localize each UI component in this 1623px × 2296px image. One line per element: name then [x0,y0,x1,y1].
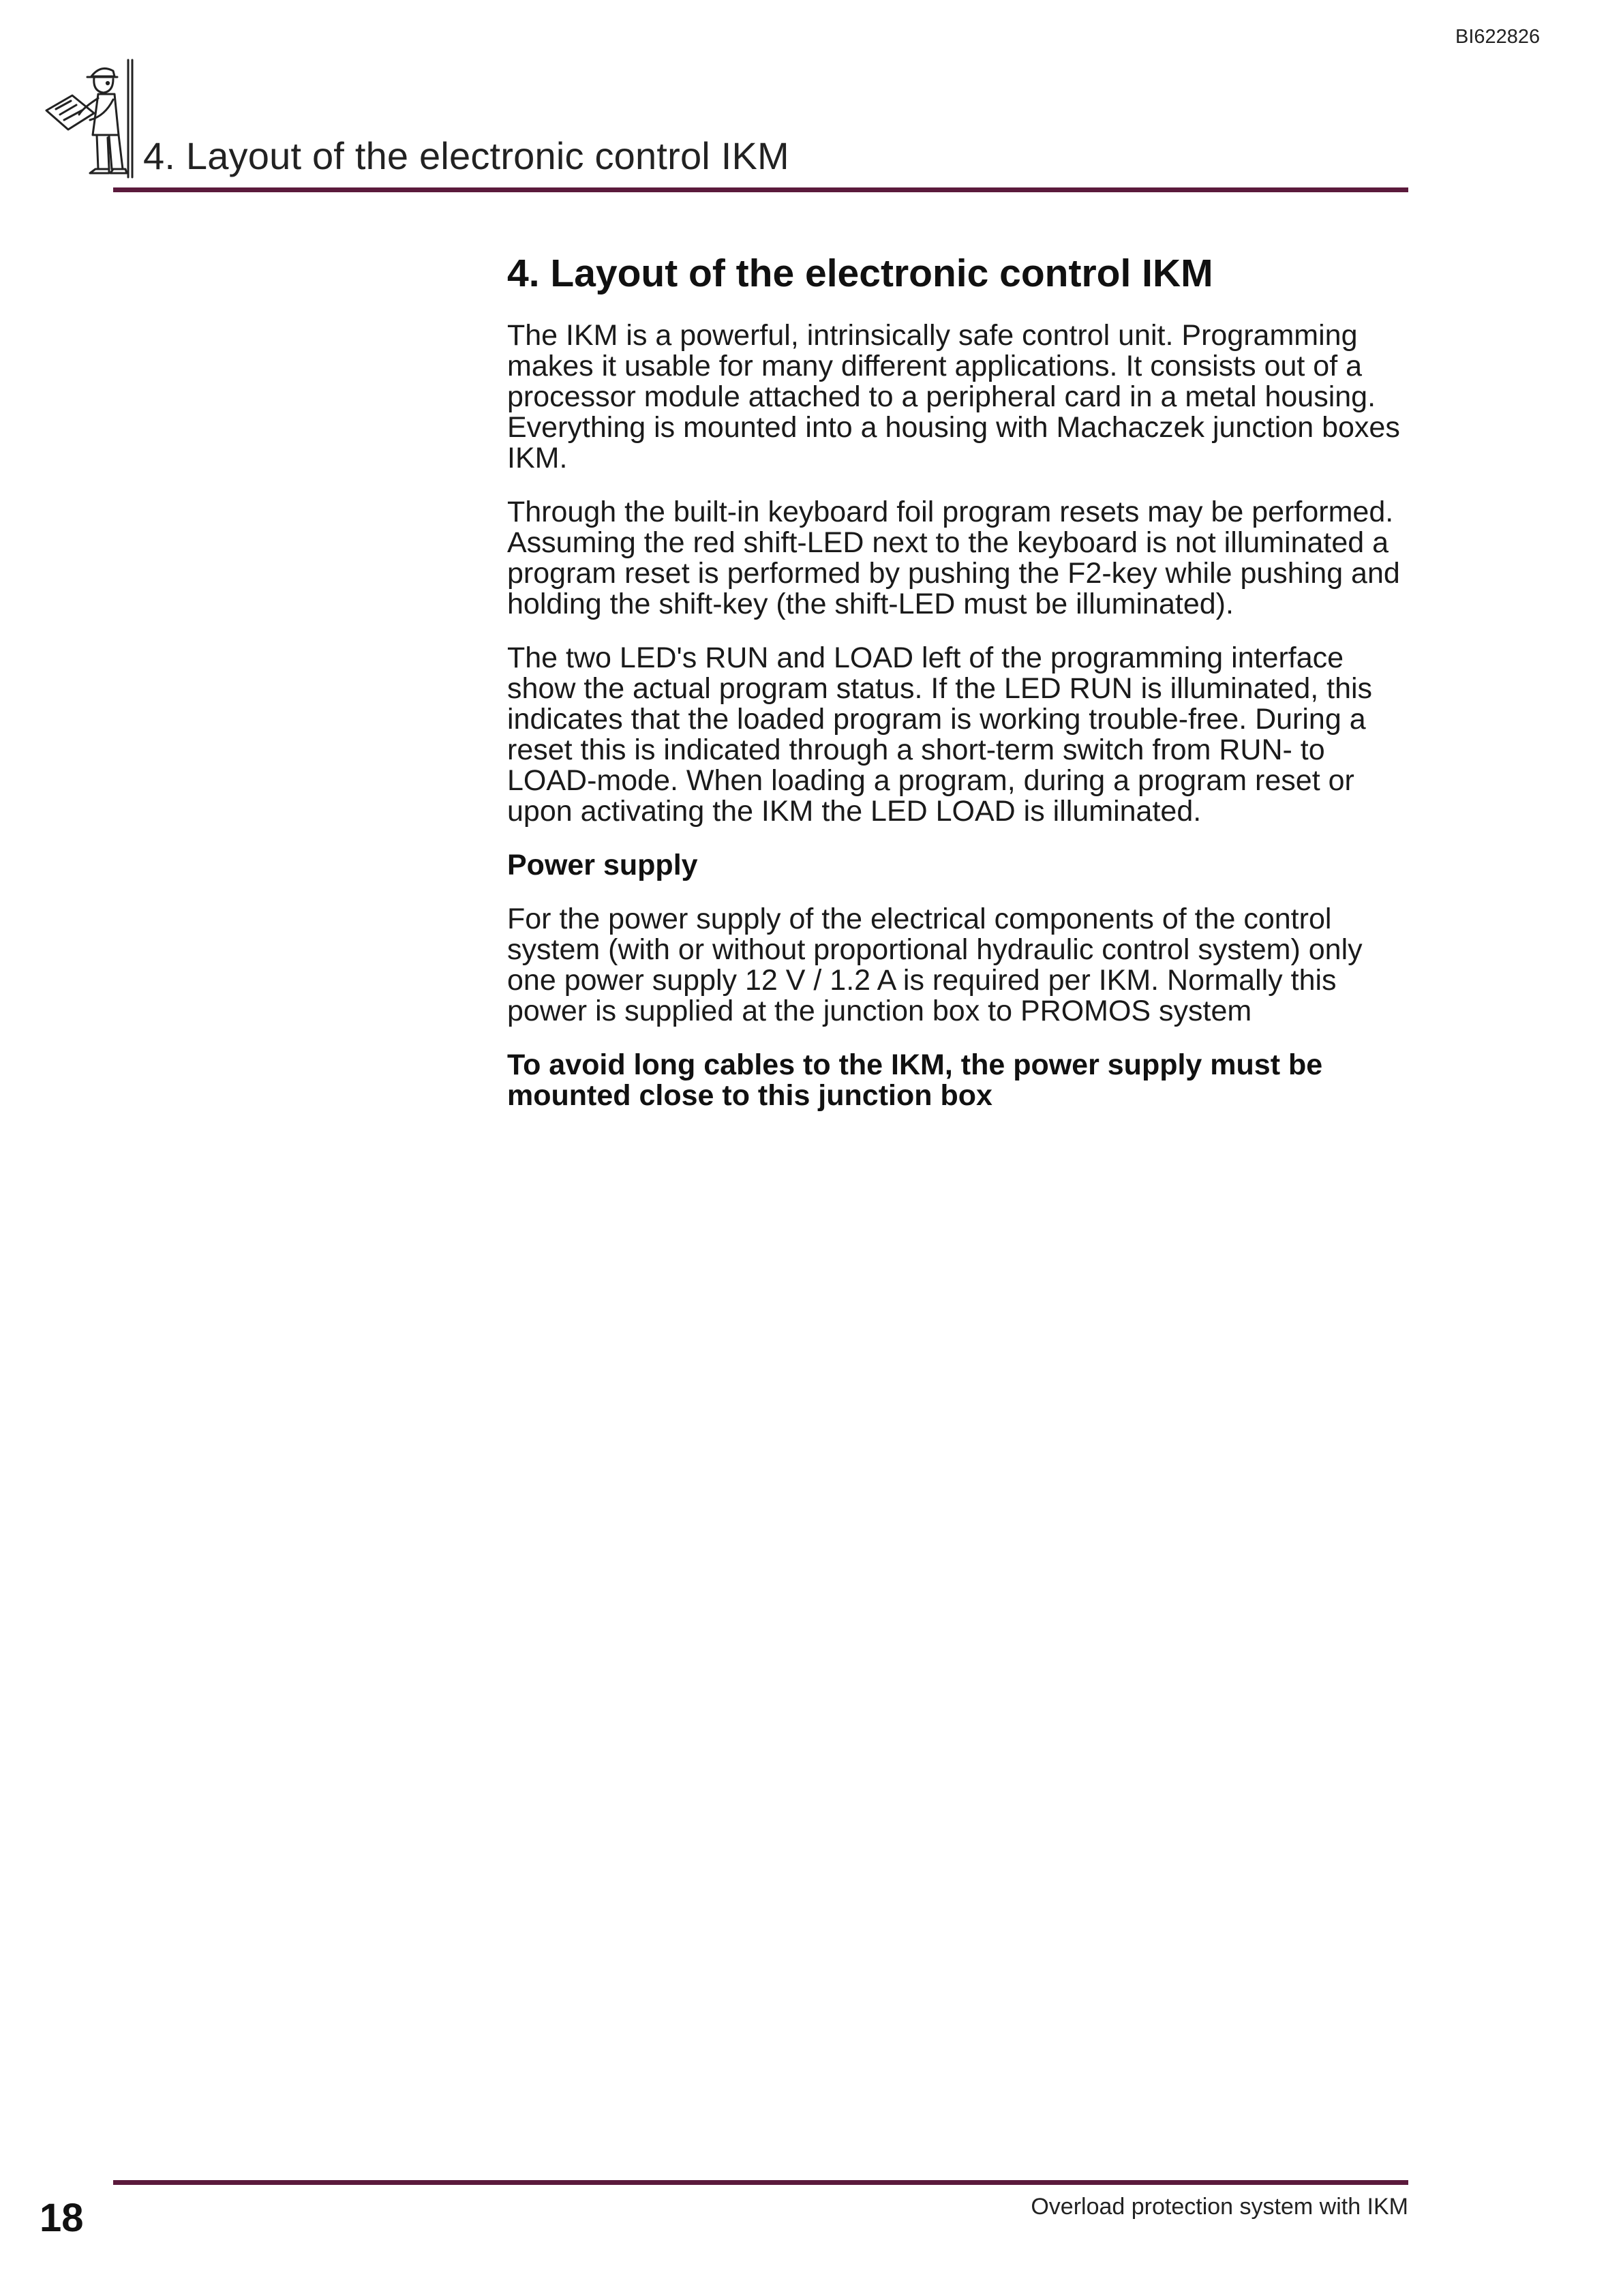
footer-divider [113,2180,1408,2185]
document-id: BI622826 [1455,26,1541,48]
footer-document-title: Overload protection system with IKM [1031,2194,1408,2220]
section-heading: 4. Layout of the electronic control IKM [507,252,1213,295]
intro-paragraph: The IKM is a powerful, intrinsically safe control unit. Programming makes it usable for many different applications. It consists out of a processor module attached to a peripheral card in a metal housing. Everything is mounted into a housing with Machaczek junction boxes IKM. [507,319,1400,474]
led-status-paragraph: The two LED's RUN and LOAD left of the programming interface show the actual program status. If the LED RUN is illuminated, this indicates that the loaded program is working trouble-free. During a reset this is indicated through a short-term switch from RUN- to LOAD-mode. When loading a program, during a program reset or upon activating the IKM the LED LOAD is illuminated. [507,641,1373,828]
section-content [507,251,1414,1134]
power-supply-paragraph: For the power supply of the electrical components of the control system (with or without proportional hydraulic control system) only one power supply 12 V / 1.2 A is required per IKM. Normally this power is supplied at the junction box to PROMOS system [507,903,1363,1027]
mounting-warning: To avoid long cables to the IKM, the power supply must be mounted close to this junction box [507,1048,1323,1112]
header-divider [113,187,1408,192]
reading-worker-icon [42,53,140,183]
page-number: 18 [40,2196,84,2240]
running-header-title: 4. Layout of the electronic control IKM [143,134,789,177]
power-supply-heading: Power supply [507,849,698,881]
reset-paragraph: Through the built-in keyboard foil program resets may be performed. Assuming the red shift-LED next to the keyboard is not illuminated a program reset is performed by pushing the F2-key while pushing and holding the shift-key (the shift-LED must be illuminated). [507,496,1400,620]
